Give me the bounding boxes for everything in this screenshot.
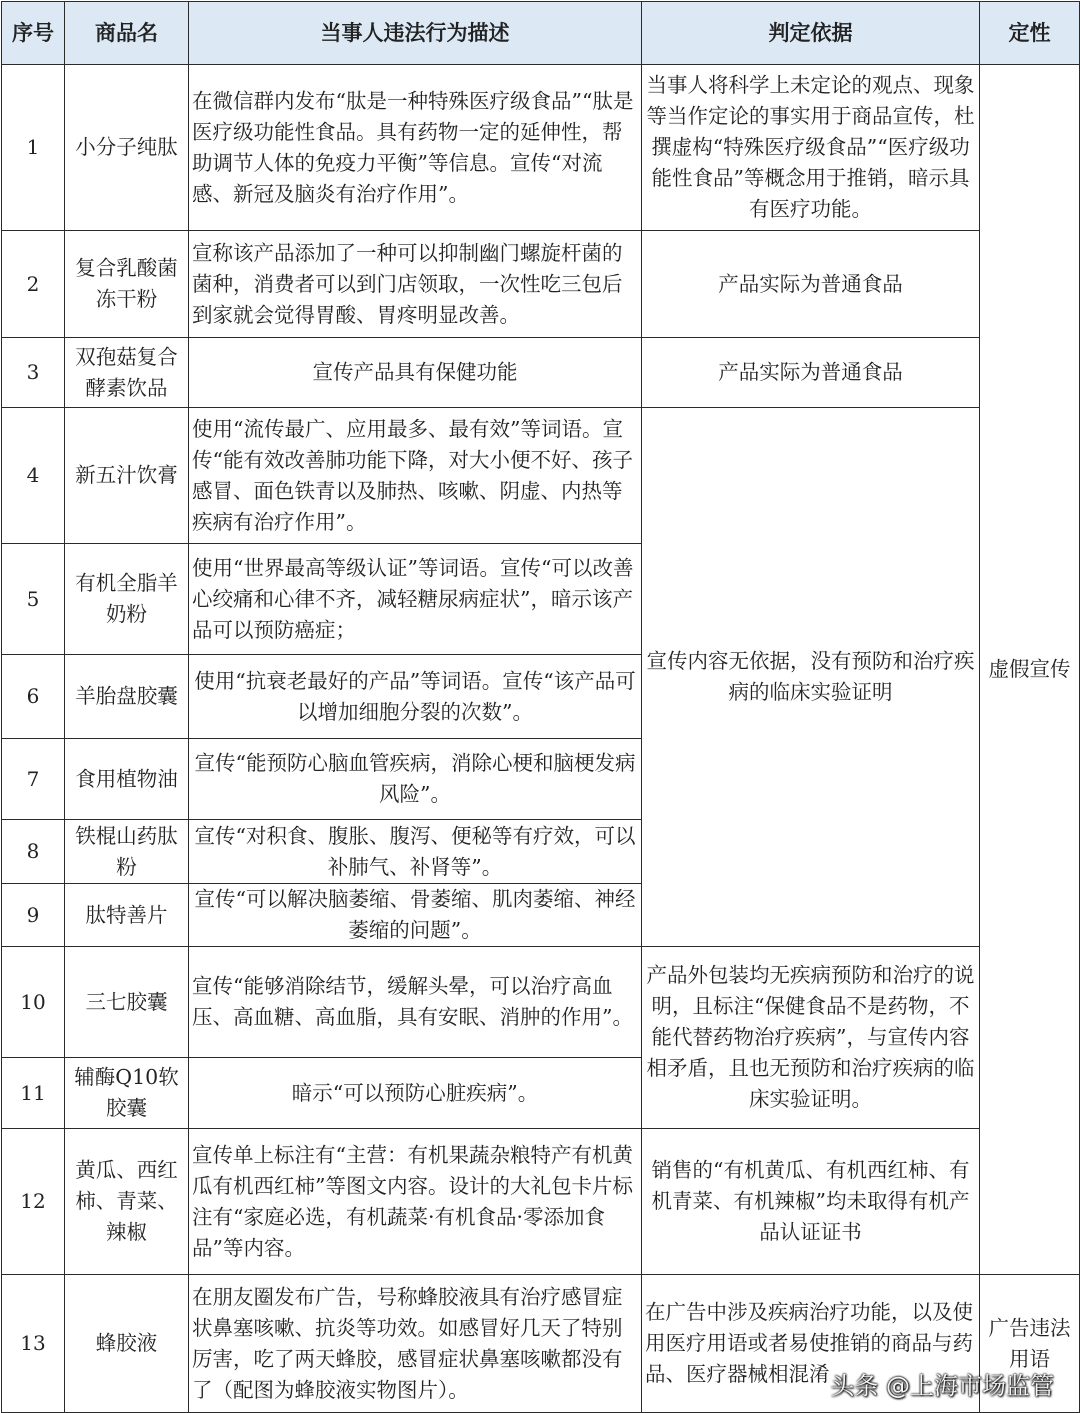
row-description: 宣传单上标注有“主营：有机果蔬杂粮特产有机黄瓜有机西红柿”等图文内容。设计的大礼包卡片标注有“家庭必选，有机蔬菜·有机食品·零添加食品”等内容。 xyxy=(189,1129,642,1275)
row-no: 8 xyxy=(2,820,65,884)
table-row xyxy=(2,1129,1080,1275)
table-row xyxy=(2,231,1080,338)
header-description: 当事人违法行为描述 xyxy=(189,2,642,65)
table-row xyxy=(2,947,1080,1058)
row-description: 宣传“能够消除结节，缓解头晕，可以治疗高血压、高血糖、高血脂，具有安眠、消肿的作用”。 xyxy=(189,947,642,1058)
table-row xyxy=(2,338,1080,408)
row-description: 宣传产品具有保健功能 xyxy=(189,338,642,408)
row-basis: 产品实际为普通食品 xyxy=(642,338,980,408)
row-product: 铁棍山药肽粉 xyxy=(65,820,189,884)
row-no: 9 xyxy=(2,884,65,947)
row-product: 肽特善片 xyxy=(65,884,189,947)
row-no: 4 xyxy=(2,408,65,544)
row-basis: 产品实际为普通食品 xyxy=(642,231,980,338)
header-nature: 定性 xyxy=(980,2,1080,65)
basis-packaging-contradiction: 产品外包装均无疾病预防和治疗的说明，且标注“保健食品不是药物，不能代替药物治疗疾病”，与宣传内容相矛盾，且也无预防和治疗疾病的临床实验证明。 xyxy=(642,947,980,1129)
row-description: 宣传“能预防心脑血管疾病，消除心梗和脑梗发病风险”。 xyxy=(189,739,642,820)
row-no: 3 xyxy=(2,338,65,408)
row-product: 羊胎盘胶囊 xyxy=(65,655,189,739)
header-basis: 判定依据 xyxy=(642,2,980,65)
row-no: 2 xyxy=(2,231,65,338)
row-basis: 销售的“有机黄瓜、有机西红柿、有机青菜、有机辣椒”均未取得有机产品认证证书 xyxy=(642,1129,980,1275)
row-no: 1 xyxy=(2,65,65,231)
row-product: 小分子纯肽 xyxy=(65,65,189,231)
row-product: 辅酶Q10软胶囊 xyxy=(65,1058,189,1129)
row-product: 食用植物油 xyxy=(65,739,189,820)
row-product: 蜂胶液 xyxy=(65,1275,189,1413)
table-row xyxy=(2,65,1080,231)
row-no: 5 xyxy=(2,544,65,655)
header-no: 序号 xyxy=(2,2,65,65)
row-no: 10 xyxy=(2,947,65,1058)
row-description: 使用“世界最高等级认证”等词语。宣传“可以改善心绞痛和心律不齐，减轻糖尿病症状”，暗示该产品可以预防癌症； xyxy=(189,544,642,655)
row-description: 宣传“对积食、腹胀、腹泻、便秘等有疗效，可以补肺气、补肾等”。 xyxy=(189,820,642,884)
table-row xyxy=(2,408,1080,544)
row-no: 11 xyxy=(2,1058,65,1129)
row-product: 复合乳酸菌冻干粉 xyxy=(65,231,189,338)
row-basis: 当事人将科学上未定论的观点、现象等当作定论的事实用于商品宣传，杜撰虚构“特殊医疗级食品”“医疗级功能性食品”等概念用于推销，暗示具有医疗功能。 xyxy=(642,65,980,231)
table-row xyxy=(2,1275,1080,1413)
header-row xyxy=(2,2,1080,65)
row-product: 双孢菇复合酵素饮品 xyxy=(65,338,189,408)
row-product: 黄瓜、西红柿、青菜、辣椒 xyxy=(65,1129,189,1275)
row-product: 三七胶囊 xyxy=(65,947,189,1058)
watermark: 头条 @上海市场监管 xyxy=(830,1372,1054,1400)
row-description: 暗示“可以预防心脏疾病”。 xyxy=(189,1058,642,1129)
row-no: 7 xyxy=(2,739,65,820)
row-description: 宣传“可以解决脑萎缩、骨萎缩、肌肉萎缩、神经萎缩的问题”。 xyxy=(189,884,642,947)
nature-illegal-ad-terms: 广告违法用语 xyxy=(980,1275,1080,1413)
row-description: 使用“流传最广、应用最多、最有效”等词语。宣传“能有效改善肺功能下降，对大小便不好、孩子感冒、面色铁青以及肺热、咳嗽、阴虚、内热等疾病有治疗作用”。 xyxy=(189,408,642,544)
row-product: 新五汁饮膏 xyxy=(65,408,189,544)
row-description: 在微信群内发布“肽是一种特殊医疗级食品”“肽是医疗级功能性食品。具有药物一定的延伸性，帮助调节人体的免疫力平衡”等信息。宣传“对流感、新冠及脑炎有治疗作用”。 xyxy=(189,65,642,231)
row-description: 在朋友圈发布广告，号称蜂胶液具有治疗感冒症状鼻塞咳嗽、抗炎等功效。如感冒好几天了特别厉害，吃了两天蜂胶，感冒症状鼻塞咳嗽都没有了（配图为蜂胶液实物图片）。 xyxy=(189,1275,642,1413)
violations-table xyxy=(1,1,1080,1413)
header-product: 商品名 xyxy=(65,2,189,65)
row-description: 使用“抗衰老最好的产品”等词语。宣传“该产品可以增加细胞分裂的次数”。 xyxy=(189,655,642,739)
row-product: 有机全脂羊奶粉 xyxy=(65,544,189,655)
row-description: 宣称该产品添加了一种可以抑制幽门螺旋杆菌的菌种，消费者可以到门店领取，一次性吃三包后到家就会觉得胃酸、胃疼明显改善。 xyxy=(189,231,642,338)
row-no: 12 xyxy=(2,1129,65,1275)
nature-false-advertising: 虚假宣传 xyxy=(980,65,1080,1275)
row-no: 6 xyxy=(2,655,65,739)
basis-no-evidence: 宣传内容无依据，没有预防和治疗疾病的临床实验证明 xyxy=(642,408,980,947)
row-basis: 在广告中涉及疾病治疗功能，以及使用医疗用语或者易使推销的商品与药品、医疗器械相混淆 xyxy=(642,1275,980,1413)
row-no: 13 xyxy=(2,1275,65,1413)
